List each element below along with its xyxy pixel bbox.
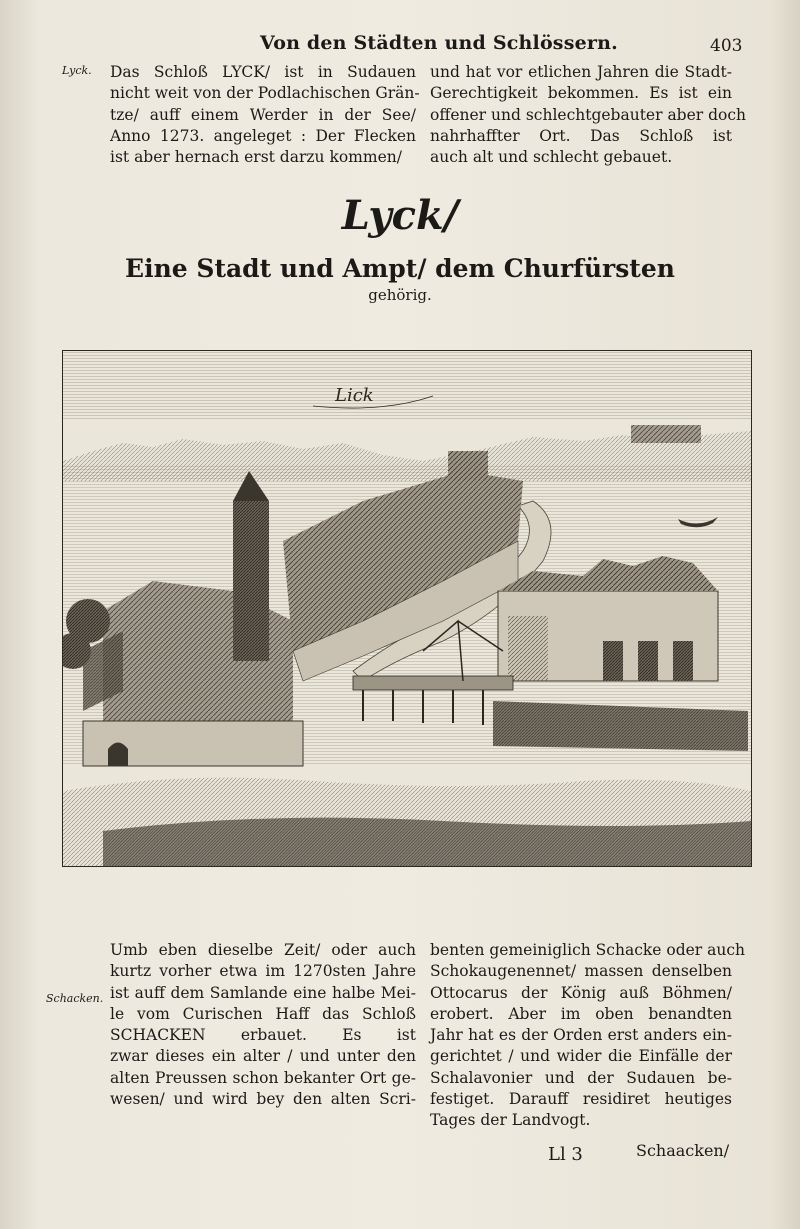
running-head: Von den Städten und Schlössern.: [260, 32, 618, 54]
text-line: Jahr hat es der Orden erst anders ein-: [430, 1026, 732, 1045]
bottom-right-column: [430, 940, 746, 1132]
text-line: und hat vor etlichen Jahren die Stadt-: [430, 63, 732, 81]
text-line: tze/ auff einem Werder in der See/: [110, 105, 416, 124]
text-line: festiget. Darauff residiret heutiges: [430, 1090, 732, 1109]
text-line: ist aber hernach erst darzu kommen/: [110, 148, 402, 167]
text-line: auch alt und schlecht gebauet.: [430, 148, 673, 167]
signature-mark: Ll 3: [548, 1144, 583, 1165]
bottom-left-column: [110, 940, 416, 1110]
text-line: nicht weit von der Podlachischen Grän-: [110, 84, 420, 103]
text-line: kurtz vorher etwa im 1270sten Jahre: [110, 962, 416, 981]
text-line: benten gemeiniglich Schacke oder auch: [430, 941, 746, 959]
title-subtitle-2: gehörig.: [368, 286, 432, 304]
text-line: Schokaugenennet/ massen denselben: [430, 962, 732, 981]
text-line: Anno 1273. angeleget : Der Flecken: [110, 126, 416, 145]
engraving-illustration: [63, 351, 751, 866]
text-line: Umb eben dieselbe Zeit/ oder auch: [110, 941, 416, 959]
title-subtitle: Eine Stadt und Ampt/ dem Churfürsten: [125, 254, 675, 283]
text-line: erobert. Aber im oben benandten: [430, 1004, 732, 1023]
margin-note-schacken: Schacken.: [46, 992, 104, 1005]
top-right-column: [430, 62, 747, 168]
text-line: gerichtet / und wider die Einfälle der: [430, 1047, 732, 1066]
text-line: SCHACKEN erbauet. Es ist: [110, 1026, 416, 1045]
text-line: alten Preussen schon bekanter Ort ge-: [110, 1068, 416, 1087]
engraving-caption: Lick: [335, 385, 374, 406]
title-main: Lyck/: [341, 192, 459, 239]
text-line: offener und schlechtgebauter aber doch: [430, 105, 747, 124]
text-line: Gerechtigkeit bekommen. Es ist ein: [430, 84, 732, 103]
text-line: wesen/ und wird bey den alten Scri-: [110, 1090, 416, 1109]
engraving-lyck: [62, 350, 752, 867]
top-left-column: [110, 62, 420, 168]
catchword: Schaacken/: [636, 1141, 730, 1160]
text-line: Schalavonier und der Sudauen be-: [430, 1068, 732, 1087]
text-line: Tages der Landvogt.: [430, 1111, 591, 1130]
margin-note-lyck: Lyck.: [62, 64, 92, 77]
text-line: Ottocarus der König auß Böhmen/: [430, 983, 732, 1002]
text-line: Das Schloß LYCK/ ist in Sudauen: [110, 63, 416, 81]
text-line: ist auff dem Samlande eine halbe Mei-: [110, 983, 416, 1002]
page-number: 403: [710, 36, 743, 56]
text-line: zwar dieses ein alter / und unter den: [110, 1047, 416, 1066]
text-line: le vom Curischen Haff das Schloß: [110, 1004, 416, 1023]
text-line: nahrhaffter Ort. Das Schloß ist: [430, 126, 732, 145]
